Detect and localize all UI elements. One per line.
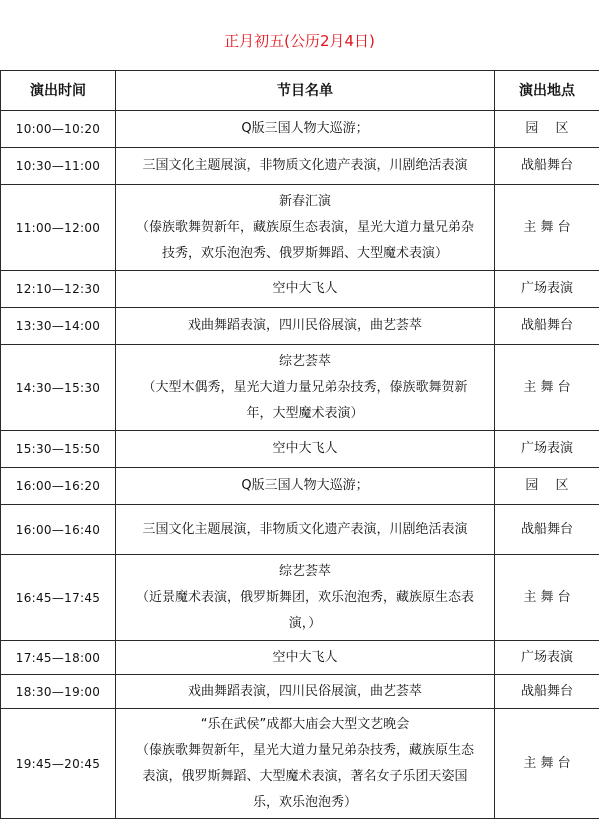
program-line: （傣族歌舞贺新年，星光大道力量兄弟杂技秀，藏族原生态 xyxy=(135,742,474,758)
table-row xyxy=(1,185,599,271)
program-line: （近景魔术表演，俄罗斯舞团，欢乐泡泡秀，藏族原生态表 xyxy=(135,589,474,605)
table-row xyxy=(1,709,599,819)
performance-location: 主 舞 台 xyxy=(495,709,599,819)
table-row xyxy=(1,641,599,675)
program-list xyxy=(116,431,495,468)
program-line: 演，） xyxy=(288,615,322,631)
page-title: 正月初五(公历2月4日) xyxy=(224,32,375,50)
performance-location: 战船舞台 xyxy=(495,505,599,555)
program-list xyxy=(116,185,495,271)
program-line: 表演，俄罗斯舞蹈、大型魔术表演，著名女子乐团天姿国 xyxy=(142,768,468,784)
table-row xyxy=(1,468,599,505)
performance-location: 战船舞台 xyxy=(495,148,599,185)
performance-location: 战船舞台 xyxy=(495,675,599,709)
program-list xyxy=(116,111,495,148)
performance-time: 11:00—12:00 xyxy=(1,185,116,271)
program-line: （大型木偶秀，星光大道力量兄弟杂技秀，傣族歌舞贺新 xyxy=(142,379,468,395)
table-row xyxy=(1,271,599,308)
performance-time: 12:10—12:30 xyxy=(1,271,116,308)
schedule-table xyxy=(0,70,599,819)
table-row xyxy=(1,111,599,148)
performance-time: 16:00—16:40 xyxy=(1,505,116,555)
performance-time: 16:00—16:20 xyxy=(1,468,116,505)
program-line: 三国文化主题展演，非物质文化遗产表演，川剧绝活表演 xyxy=(142,158,468,173)
performance-location: 广场表演 xyxy=(495,271,599,308)
schedule-rows xyxy=(1,111,599,819)
program-line: 年，大型魔术表演） xyxy=(246,405,364,421)
header-time: 演出时间 xyxy=(1,71,116,111)
performance-time: 10:30—11:00 xyxy=(1,148,116,185)
performance-time: 16:45—17:45 xyxy=(1,555,116,641)
program-line: 空中大飞人 xyxy=(272,649,338,665)
program-line: 戏曲舞蹈表演，四川民俗展演，曲艺荟萃 xyxy=(187,318,422,333)
program-line: 三国文化主题展演，非物质文化遗产表演，川剧绝活表演 xyxy=(142,521,468,537)
program-list xyxy=(116,505,495,555)
program-list xyxy=(116,308,495,345)
performance-time: 18:30—19:00 xyxy=(1,675,116,709)
performance-location: 战船舞台 xyxy=(495,308,599,345)
performance-location: 主 舞 台 xyxy=(495,185,599,271)
program-line: Q版三国人物大巡游； xyxy=(241,121,369,136)
performance-location: 园 区 xyxy=(495,111,599,148)
program-line: 乐，欢乐泡泡秀） xyxy=(252,794,357,810)
program-line: 综艺荟萃 xyxy=(278,563,331,579)
performance-location: 广场表演 xyxy=(495,431,599,468)
program-line: 技秀，欢乐泡泡秀、俄罗斯舞蹈、大型魔术表演） xyxy=(161,245,448,261)
table-row xyxy=(1,505,599,555)
program-line: 新春汇演 xyxy=(278,193,331,209)
table-row xyxy=(1,308,599,345)
program-line: 空中大飞人 xyxy=(272,441,338,456)
table-row xyxy=(1,431,599,468)
table-row xyxy=(1,148,599,185)
performance-location: 广场表演 xyxy=(495,641,599,675)
table-row xyxy=(1,345,599,431)
header-location: 演出地点 xyxy=(495,71,599,111)
program-list xyxy=(116,345,495,431)
performance-time: 10:00—10:20 xyxy=(1,111,116,148)
performance-time: 15:30—15:50 xyxy=(1,431,116,468)
performance-time: 14:30—15:30 xyxy=(1,345,116,431)
program-line: 空中大飞人 xyxy=(272,281,338,296)
performance-location: 主 舞 台 xyxy=(495,345,599,431)
table-row xyxy=(1,555,599,641)
performance-time: 19:45—20:45 xyxy=(1,709,116,819)
program-line: （傣族歌舞贺新年，藏族原生态表演，星光大道力量兄弟杂 xyxy=(135,219,474,235)
program-line: Q版三国人物大巡游； xyxy=(241,478,369,493)
performance-time: 13:30—14:00 xyxy=(1,308,116,345)
program-list xyxy=(116,271,495,308)
program-list xyxy=(116,641,495,675)
program-line: 戏曲舞蹈表演，四川民俗展演，曲艺荟萃 xyxy=(187,683,422,699)
table-row xyxy=(1,675,599,709)
table-header-row xyxy=(1,71,599,111)
program-list xyxy=(116,148,495,185)
program-line: “乐在武侯”成都大庙会大型文艺晚会 xyxy=(200,716,410,732)
program-list xyxy=(116,468,495,505)
performance-location: 园 区 xyxy=(495,468,599,505)
header-program: 节目名单 xyxy=(116,71,495,111)
performance-time: 17:45—18:00 xyxy=(1,641,116,675)
program-list xyxy=(116,709,495,819)
program-list xyxy=(116,555,495,641)
performance-location: 主 舞 台 xyxy=(495,555,599,641)
program-list xyxy=(116,675,495,709)
program-line: 综艺荟萃 xyxy=(278,353,331,369)
